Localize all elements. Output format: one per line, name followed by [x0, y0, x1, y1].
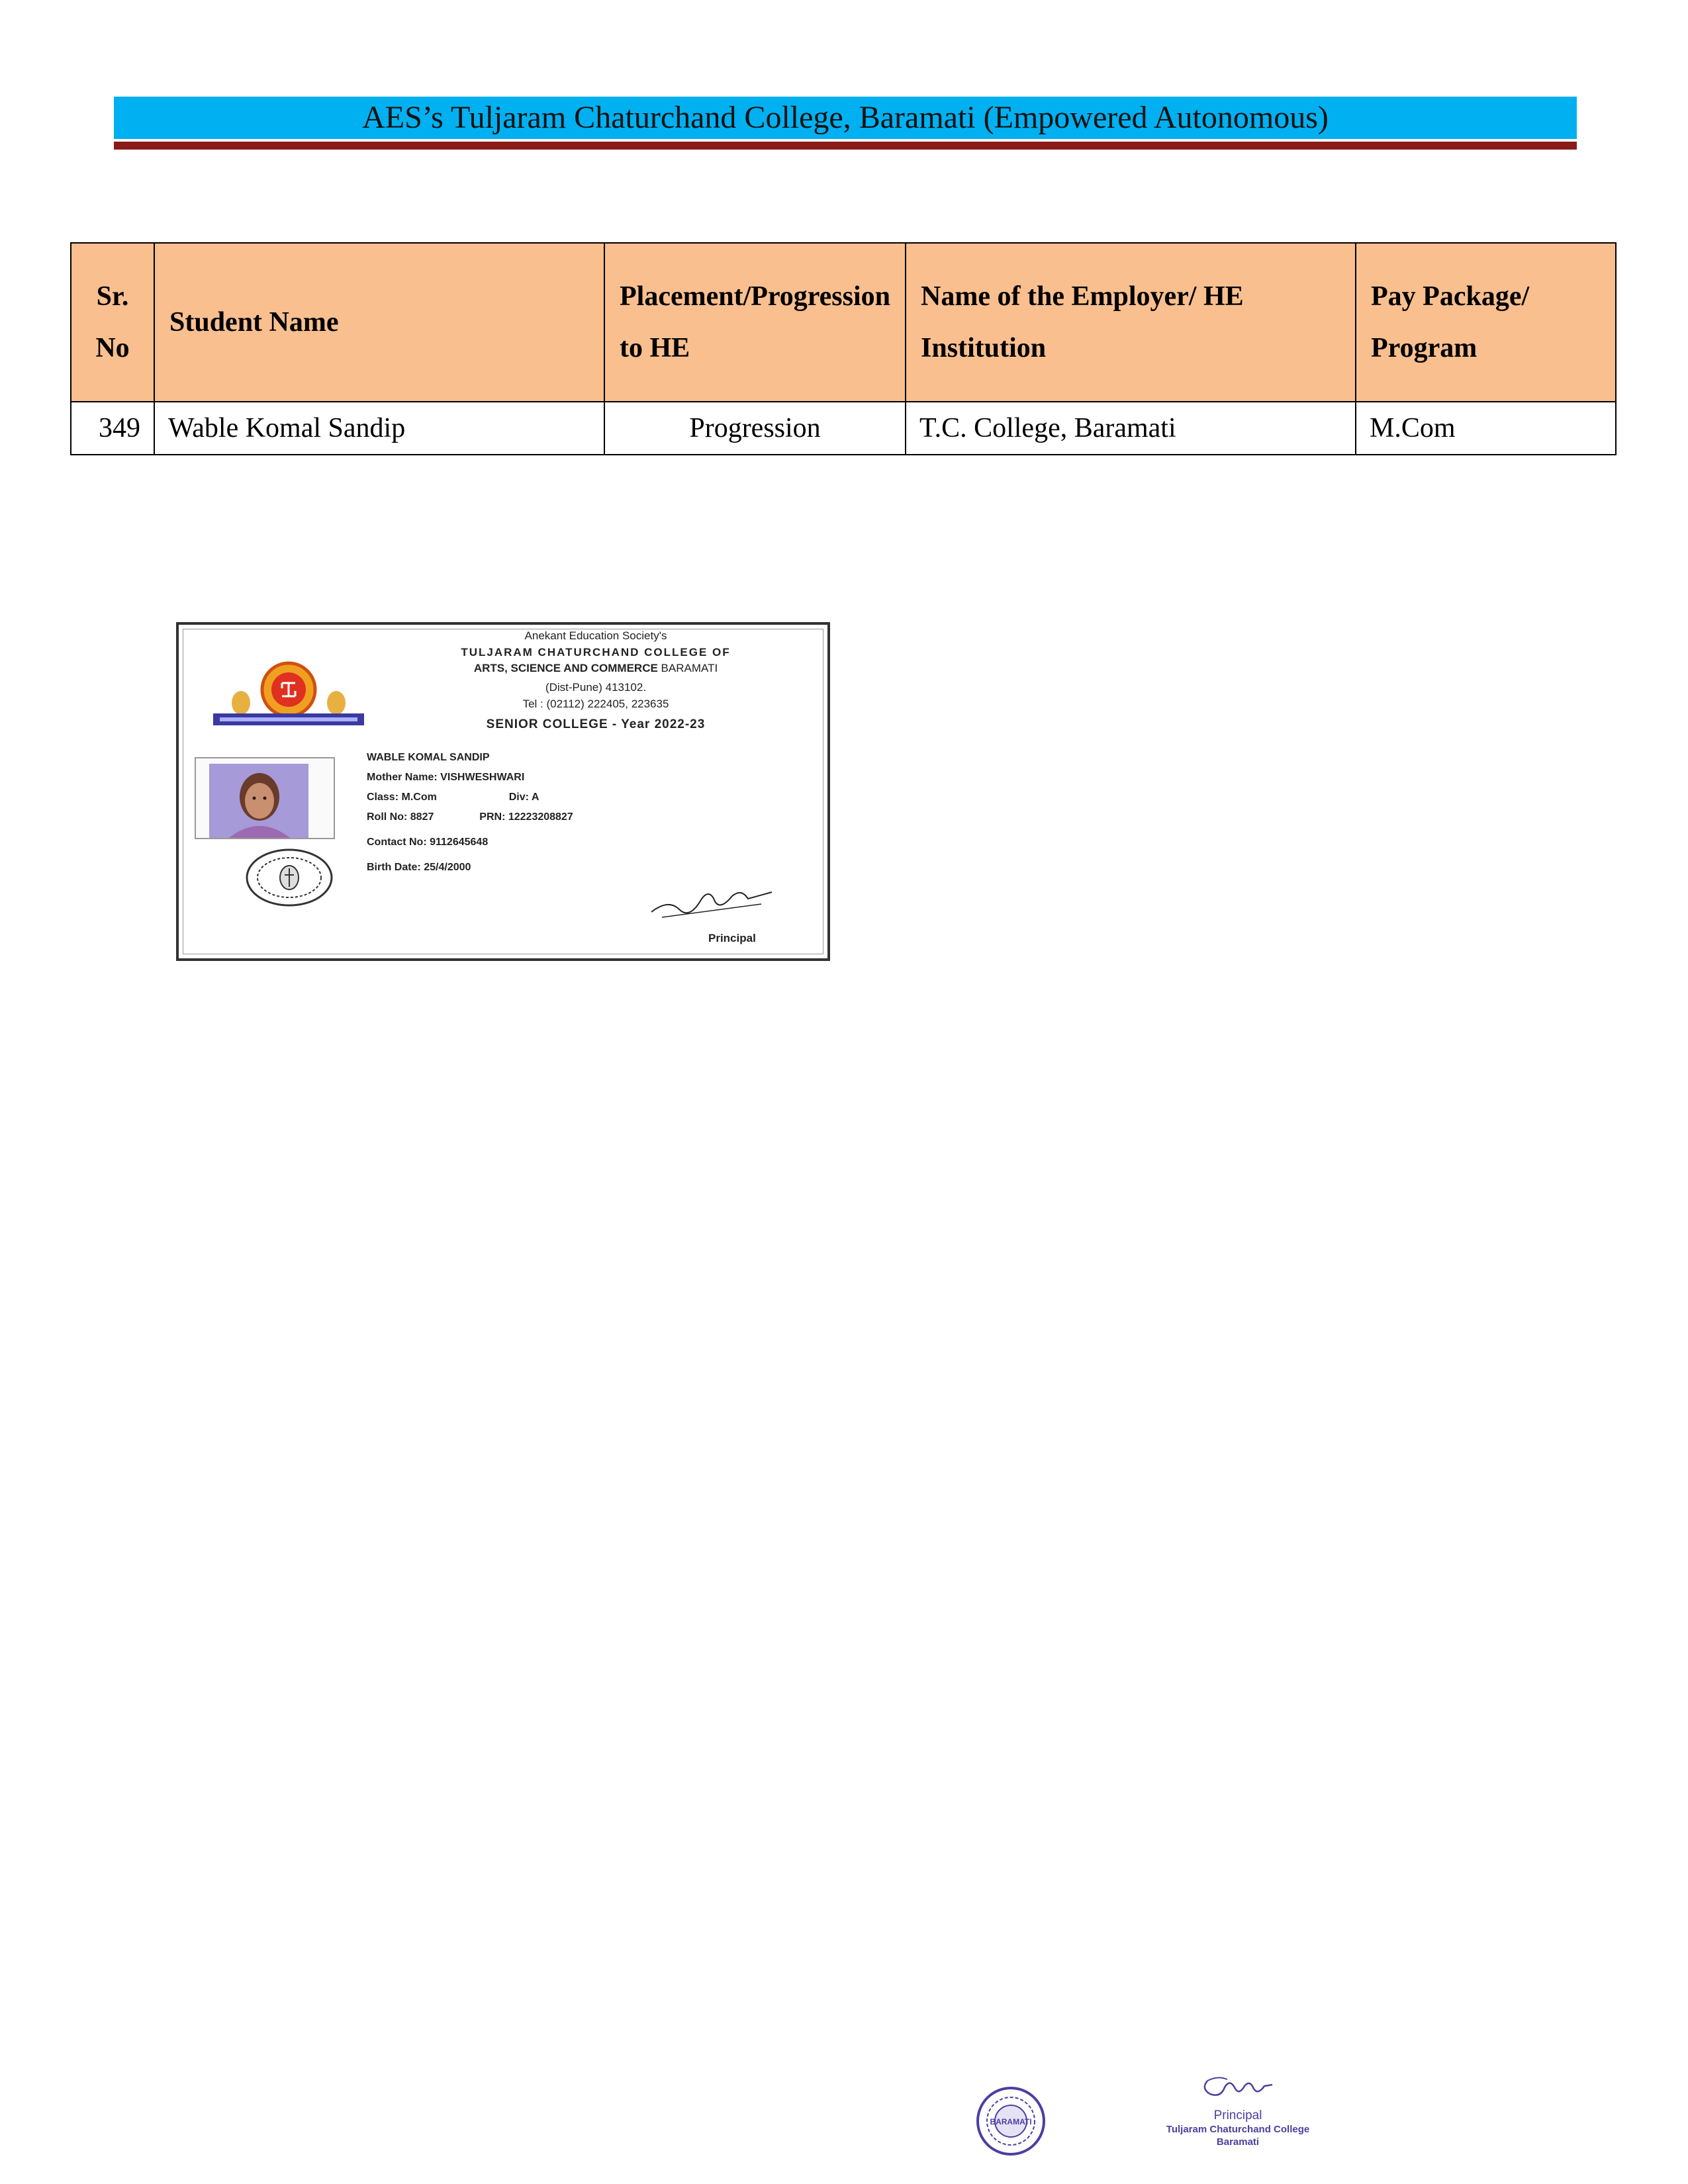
- id-card-phone: Tel : (02112) 222405, 223635: [522, 698, 669, 710]
- id-card-college-line2-bold: ARTS, SCIENCE AND COMMERCE: [473, 662, 658, 674]
- id-card-details: [367, 748, 573, 878]
- cell-status: Progression: [604, 402, 906, 455]
- div-label: Div:: [508, 792, 529, 803]
- prn-value: 12223208827: [508, 811, 573, 823]
- id-card-student-name: WABLE KOMAL SANDIP: [367, 752, 490, 763]
- birth-date-label: Birth Date:: [367, 862, 421, 873]
- birth-date-value: 25/4/2000: [424, 862, 471, 873]
- table-header-row: [71, 243, 1616, 402]
- class-label: Class:: [367, 792, 399, 803]
- footer-college-name: Tuljaram Chaturchand College: [1166, 2124, 1310, 2135]
- table-row: [71, 402, 1616, 455]
- principal-signature-block: [1158, 2071, 1317, 2171]
- principal-signature-icon: [649, 879, 774, 924]
- stamp-text: BARAMATI: [990, 2117, 1032, 2126]
- column-header-status: Placement/Progression to HE: [604, 243, 906, 402]
- id-card-birth-row: [367, 858, 573, 878]
- mother-name-label: Mother Name:: [367, 772, 438, 783]
- id-card-college-line1: TULJARAM CHATURCHAND COLLEGE OF: [461, 646, 731, 659]
- column-header-package: Pay Package/ Program: [1356, 243, 1616, 402]
- student-photo-frame: [195, 757, 335, 839]
- id-card-mother-row: [367, 768, 573, 788]
- college-seal-icon: [242, 846, 336, 909]
- id-card-header: [377, 627, 814, 737]
- page-header-banner: [114, 97, 1577, 139]
- id-card-class-row: [367, 788, 573, 807]
- principal-sign-icon: [1198, 2071, 1278, 2109]
- id-card-college-line2: [377, 660, 814, 676]
- header-divider: [114, 142, 1577, 150]
- div-value: A: [531, 792, 539, 803]
- id-card-society: Anekant Education Society's: [524, 629, 667, 642]
- contact-label: Contact No:: [367, 837, 427, 848]
- id-card-college-city: BARAMATI: [661, 662, 718, 674]
- prn-label: PRN:: [479, 811, 506, 823]
- id-card-year: SENIOR COLLEGE - Year 2022-23: [486, 717, 706, 731]
- roll-no-value: 8827: [410, 811, 434, 823]
- college-logo-icon: [208, 655, 369, 728]
- cell-student-name: Wable Komal Sandip: [154, 402, 604, 455]
- student-photo: [209, 764, 308, 838]
- college-stamp-icon: [974, 2085, 1047, 2158]
- column-header-sr-no: Sr. No: [71, 243, 154, 402]
- roll-no-label: Roll No:: [367, 811, 408, 823]
- page-header-title: AES’s Tuljaram Chaturchand College, Baramati (Empowered Autonomous): [362, 100, 1329, 135]
- class-value: M.Com: [401, 792, 437, 803]
- student-id-card: [176, 622, 830, 961]
- column-header-employer: Name of the Employer/ HE Institution: [906, 243, 1356, 402]
- id-card-roll-row: [367, 807, 573, 827]
- contact-value: 9112645648: [430, 837, 489, 848]
- cell-employer: T.C. College, Baramati: [906, 402, 1356, 455]
- footer-college-city: Baramati: [1216, 2136, 1260, 2148]
- cell-sr-no: 349: [71, 402, 154, 455]
- footer-principal-title: Principal: [1213, 2109, 1262, 2122]
- id-card-contact-row: [367, 833, 573, 852]
- column-header-student-name: Student Name: [154, 243, 604, 402]
- id-card-address: (Dist-Pune) 413102.: [545, 681, 647, 694]
- id-card-principal-label: Principal: [708, 932, 756, 944]
- cell-package: M.Com: [1356, 402, 1616, 455]
- progression-table: [70, 242, 1617, 455]
- mother-name-value: VISHWESHWARI: [440, 772, 525, 783]
